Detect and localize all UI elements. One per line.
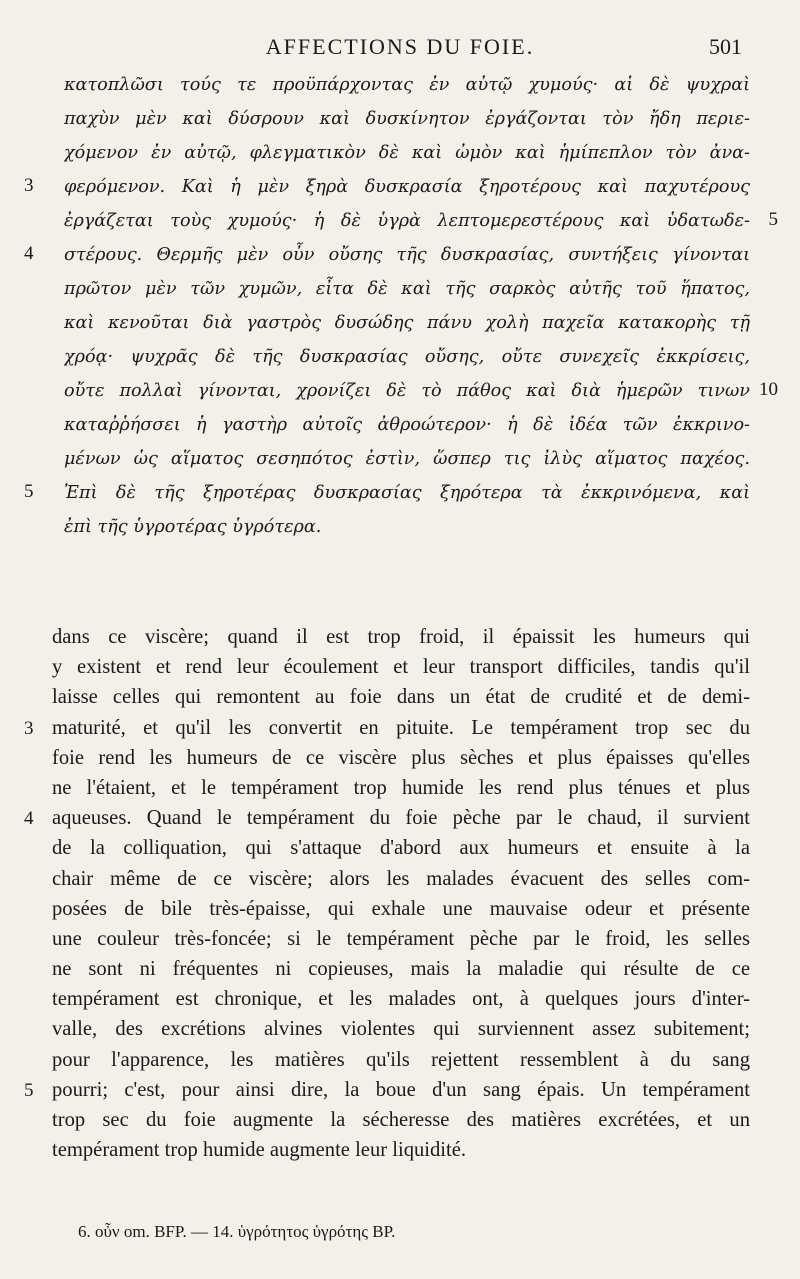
greek-text-line: Ἐπὶ δὲ τῆς ξηροτέρας δυσκρασίας ξηρότερα τὰ ἐκκρινόμενα, καὶ xyxy=(64,483,750,503)
french-text-line: pourri; c'est, pour ainsi dire, la boue d'un sang épais. Un tempérament xyxy=(52,1078,750,1101)
margin-line-number: 3 xyxy=(24,175,34,196)
french-text-line: posées de bile très-épaisse, qui exhale une mauvaise odeur et présente xyxy=(52,897,750,920)
french-text-line: y existent et rend leur écoulement et leur transport difficiles, tandis qu'il xyxy=(52,656,750,679)
greek-text-line: ἐπὶ τῆς ὑγροτέρας ὑγρότερα. xyxy=(64,517,322,537)
french-text-line: une couleur très-foncée; si le tempérament pèche par le froid, les selles xyxy=(52,927,750,950)
margin-line-number: 5 xyxy=(768,209,778,230)
french-text-line: chair même de ce viscère; alors les malades évacuent des selles com- xyxy=(52,867,750,890)
greek-text-line: κατοπλῶσι τούς τε προϋπάρχοντας ἐν αὐτῷ χυμούς· αἱ δὲ ψυχραὶ xyxy=(64,75,750,95)
french-text-line: trop sec du foie augmente la sécheresse des matières excrétées, et un xyxy=(52,1109,750,1131)
greek-text-line: μένων ὡς αἵματος σεσηπότος ἐστὶν, ὥσπερ τις ἰλὺς αἵματος παχέος. xyxy=(64,449,750,469)
page-header xyxy=(0,34,800,62)
french-text-line: ne sont ni fréquentes ni copieuses, mais la maladie qui résulte de ce xyxy=(52,958,750,981)
margin-line-number: 5 xyxy=(24,481,34,502)
greek-text-line: στέρους. Θερμῆς μὲν οὖν οὔσης τῆς δυσκρασίας, συντήξεις γίνονται xyxy=(64,245,750,265)
margin-line-number: 3 xyxy=(24,717,34,739)
greek-text-line: καὶ κενοῦται διὰ γαστρὸς δυσώδης πάνυ χολὴ παχεῖα κατακορὴς τῇ xyxy=(64,313,750,333)
french-text-line: aqueuses. Quand le tempérament du foie pèche par le chaud, il survient xyxy=(52,807,750,830)
greek-text-line: πρῶτον μὲν τῶν χυμῶν, εἶτα δὲ καὶ τῆς σαρκὸς αὐτῆς τοῦ ἥπατος, xyxy=(64,279,750,299)
greek-text-line: χρόᾳ· ψυχρᾶς δὲ τῆς δυσκρασίας οὔσης, οὔτε συνεχεῖς ἐκκρίσεις, xyxy=(64,347,750,367)
margin-line-number: 4 xyxy=(24,808,34,830)
french-text-line: dans ce viscère; quand il est trop froid, il épaissit les humeurs qui xyxy=(52,626,750,648)
french-text-line: laisse celles qui remontent au foie dans un état de crudité et de demi- xyxy=(52,686,750,709)
greek-text-line: καταῤῥήσσει ἡ γαστὴρ αὐτοῖς ἀθροώτερον· ἡ δὲ ἰδέα τῶν ἐκκρινο- xyxy=(64,415,750,435)
french-translation-block xyxy=(52,622,750,1165)
page-number: 501 xyxy=(709,34,742,59)
french-text-line: maturité, et qu'il les convertit en pituite. Le tempérament trop sec du xyxy=(52,716,750,739)
french-text-line: tempérament trop humide augmente leur liquidité. xyxy=(52,1139,467,1162)
greek-text-line: παχὺν μὲν καὶ δύσρουν καὶ δυσκίνητον ἐργάζονται τὸν ἤδη περιε- xyxy=(64,109,750,129)
french-text-line: valle, des excrétions alvines violentes qui surviennent assez subitement; xyxy=(52,1018,750,1041)
margin-line-number: 4 xyxy=(24,243,34,264)
french-text-line: pour l'apparence, les matières qu'ils rejettent ressemblent à du sang xyxy=(52,1048,750,1071)
footnote: 6. οὖν om. BFP. — 14. ὑγρότητος ὑγρότης BP. xyxy=(78,1222,396,1241)
french-text-line: tempérament est chronique, et les malades ont, à quelques jours d'inter- xyxy=(52,988,750,1011)
margin-line-number: 10 xyxy=(759,379,778,400)
greek-text-line: οὔτε πολλαὶ γίνονται, χρονίζει δὲ τὸ πάθος καὶ διὰ ἡμερῶν τινων xyxy=(64,381,750,401)
french-text-line: de la colliquation, qui s'attaque d'abord aux humeurs et ensuite à la xyxy=(52,837,750,860)
french-text-line: foie rend les humeurs de ce viscère plus sèches et plus épaisses qu'elles xyxy=(52,746,750,769)
french-text-line: ne l'étaient, et le tempérament trop humide les rend plus ténues et plus xyxy=(52,776,750,799)
greek-text-block xyxy=(64,68,750,544)
margin-line-number: 5 xyxy=(24,1080,34,1101)
greek-text-line: χόμενον ἐν αὐτῷ, φλεγματικὸν δὲ καὶ ὠμὸν καὶ ἡμίπεπλον τὸν ἀνα- xyxy=(64,143,750,163)
running-title: AFFECTIONS DU FOIE. xyxy=(265,34,535,59)
greek-text-line: ἐργάζεται τοὺς χυμούς· ἡ δὲ ὑγρὰ λεπτομερεστέρους καὶ ὑδατωδε- xyxy=(64,211,750,231)
greek-text-line: φερόμενον. Καὶ ἡ μὲν ξηρὰ δυσκρασία ξηροτέρους καὶ παχυτέρους xyxy=(64,177,750,197)
